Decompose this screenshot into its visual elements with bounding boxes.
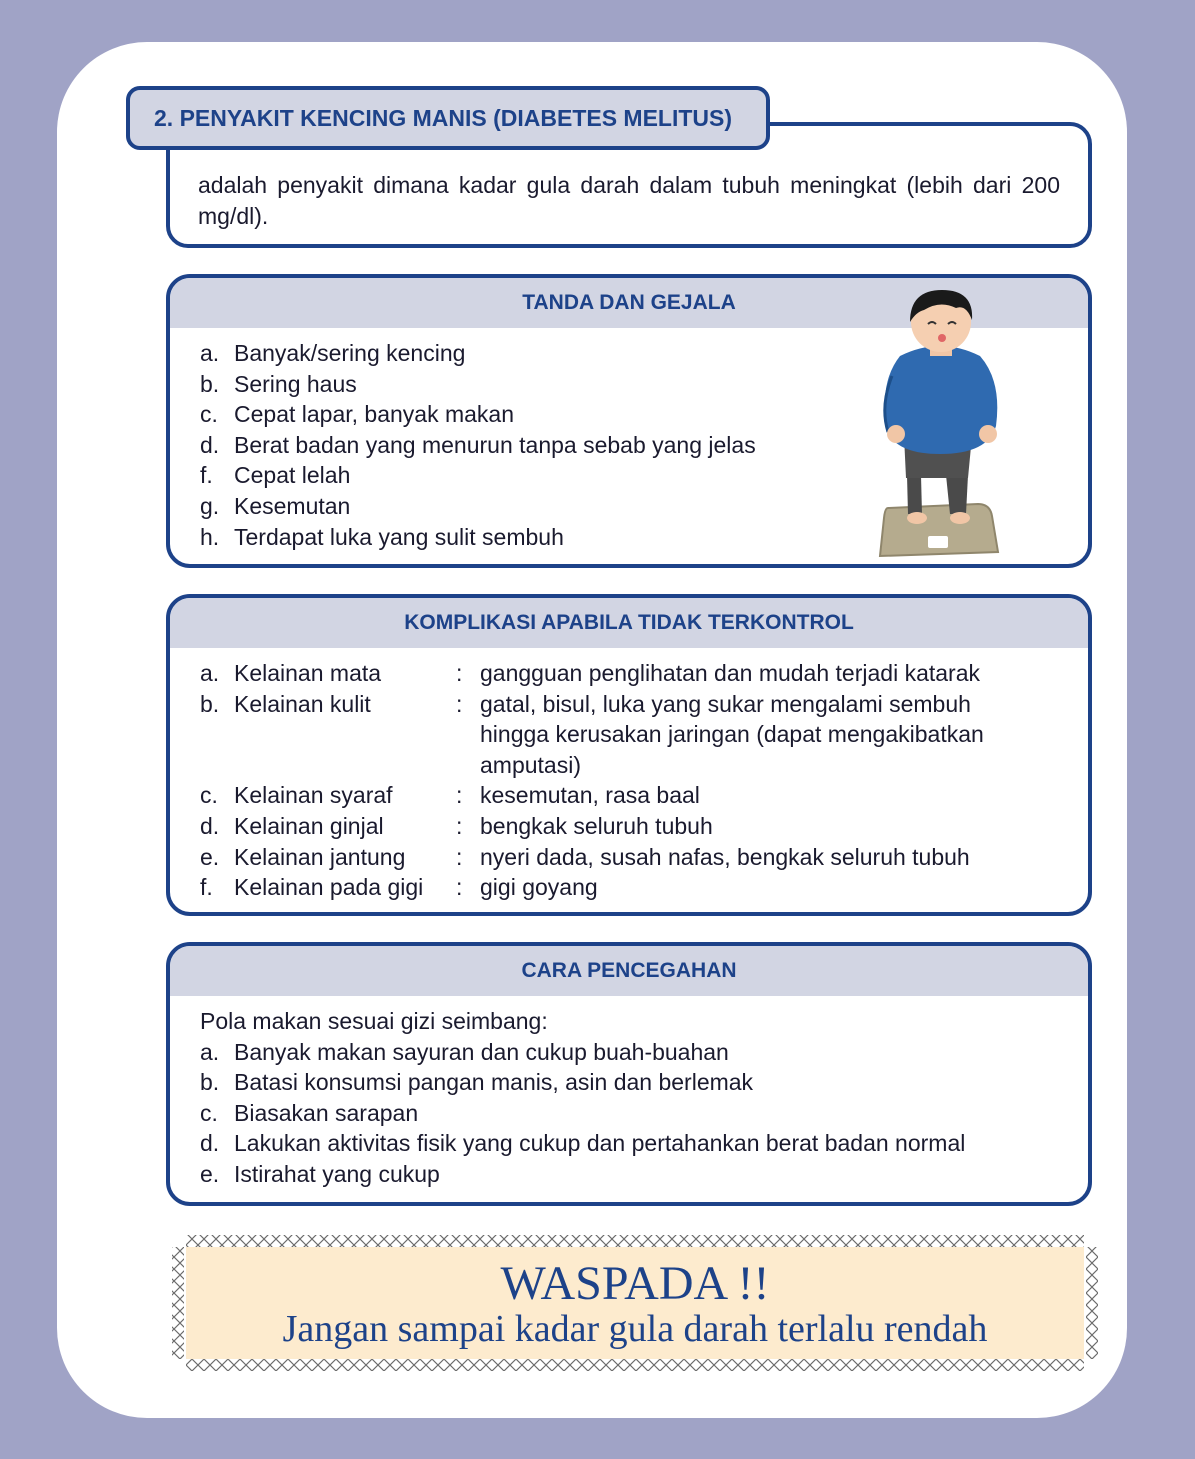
- item-separator: :: [456, 782, 463, 809]
- warning-subtitle: Jangan sampai kadar gula darah terlalu rendah: [282, 1308, 988, 1350]
- item-text: Berat badan yang menurun tanpa sebab yang jelas: [234, 431, 756, 458]
- item-desc: nyeri dada, susah nafas, bengkak seluruh tubuh: [480, 843, 970, 870]
- item-separator: :: [456, 843, 463, 870]
- list-item: [200, 1067, 1058, 1098]
- item-letter: e.: [200, 843, 220, 870]
- prevention-heading: CARA PENCEGAHAN: [170, 946, 1088, 996]
- prevention-intro: [200, 1006, 1058, 1037]
- item-text: Banyak/sering kencing: [234, 340, 466, 366]
- item-text: Istirahat yang cukup: [234, 1160, 440, 1187]
- item-letter: b.: [200, 370, 220, 397]
- item-separator: :: [456, 812, 463, 839]
- item-letter: c.: [200, 1099, 218, 1126]
- item-text: Sering haus: [234, 370, 357, 397]
- item-text: Cepat lapar, banyak makan: [234, 401, 515, 428]
- item-separator: :: [456, 660, 463, 686]
- list-item: [200, 842, 1058, 873]
- item-letter: c.: [200, 401, 218, 428]
- item-letter: b.: [200, 690, 220, 717]
- item-desc: gigi goyang: [480, 874, 598, 901]
- person-on-scale-illustration: [870, 286, 1010, 566]
- item-letter: f.: [200, 874, 213, 901]
- item-text: Terdapat luka yang sulit sembuh: [234, 523, 564, 550]
- item-letter: a.: [200, 1038, 220, 1065]
- complications-section: [166, 594, 1092, 916]
- item-label: Kelainan kulit: [234, 690, 371, 717]
- item-label: Kelainan pada gigi: [234, 874, 424, 901]
- item-text: Banyak makan sayuran dan cukup buah-buahan: [234, 1038, 729, 1065]
- list-item: [200, 1037, 1058, 1068]
- item-label: Kelainan jantung: [234, 843, 406, 870]
- complications-heading: KOMPLIKASI APABILA TIDAK TERKONTROL: [170, 598, 1088, 648]
- item-text: Lakukan aktivitas fisik yang cukup dan pertahankan berat badan normal: [234, 1130, 966, 1157]
- list-item: [200, 689, 1058, 781]
- list-item: [200, 658, 1058, 689]
- item-text: Batasi konsumsi pangan manis, asin dan berlemak: [234, 1069, 754, 1096]
- item-letter: d.: [200, 431, 220, 458]
- item-desc: gatal, bisul, luka yang sukar mengalami sembuh hingga kerusakan jaringan (dapat mengakibatkan amputasi): [480, 690, 984, 778]
- list-item: [200, 1159, 1058, 1190]
- item-letter: h.: [200, 523, 220, 550]
- item-letter: g.: [200, 492, 220, 519]
- list-item: [200, 872, 1058, 903]
- item-letter: d.: [200, 1130, 220, 1157]
- item-text: Biasakan sarapan: [234, 1099, 419, 1126]
- item-label: Kelainan ginjal: [234, 812, 384, 839]
- item-label: Kelainan syaraf: [234, 782, 393, 809]
- complications-list: [170, 648, 1088, 903]
- item-letter: c.: [200, 782, 218, 809]
- list-item: [200, 1098, 1058, 1129]
- item-letter: a.: [200, 660, 220, 686]
- list-item: [200, 780, 1058, 811]
- list-item: [200, 811, 1058, 842]
- warning-banner: [168, 1233, 1102, 1373]
- definition-text: adalah penyakit dimana kadar gula darah dalam tubuh meningkat (lebih dari 200 mg/dl).: [198, 172, 1060, 229]
- prevention-section: [166, 942, 1092, 1206]
- item-separator: :: [456, 874, 463, 901]
- item-letter: a.: [200, 340, 220, 366]
- item-letter: f.: [200, 462, 213, 489]
- warning-title: WASPADA !!: [500, 1257, 770, 1310]
- item-separator: :: [456, 690, 463, 717]
- item-letter: d.: [200, 812, 220, 839]
- signs-symptoms-heading: TANDA DAN GEJALA: [170, 278, 1088, 328]
- item-letter: b.: [200, 1069, 220, 1096]
- prevention-list: [170, 996, 1088, 1190]
- item-desc: gangguan penglihatan dan mudah terjadi katarak: [480, 660, 980, 686]
- item-letter: e.: [200, 1160, 220, 1187]
- section-title: 2. PENYAKIT KENCING MANIS (DIABETES MELITUS): [126, 86, 770, 150]
- item-label: Kelainan mata: [234, 660, 382, 686]
- item-desc: bengkak seluruh tubuh: [480, 812, 713, 839]
- list-item: [200, 1128, 1058, 1159]
- intro-text: Pola makan sesuai gizi seimbang:: [200, 1008, 548, 1034]
- item-text: Cepat lelah: [234, 462, 351, 489]
- item-desc: kesemutan, rasa baal: [480, 782, 700, 809]
- item-text: Kesemutan: [234, 492, 351, 519]
